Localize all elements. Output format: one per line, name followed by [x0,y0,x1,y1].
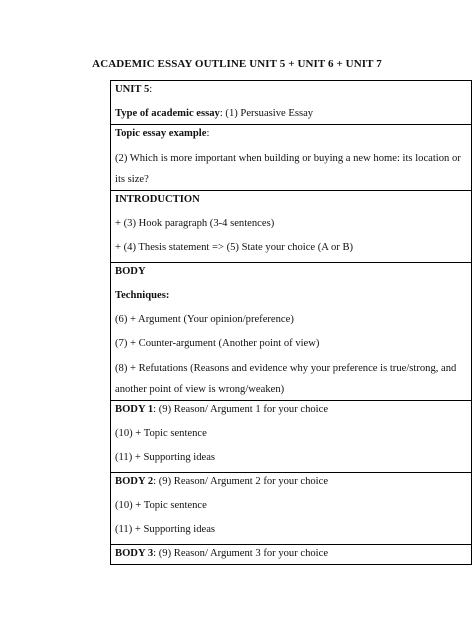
introduction-cell [111,191,471,263]
techniques-label: Techniques: [115,290,170,301]
body-item: (7) + Counter-argument (Another point of view) [115,338,320,349]
body2-label: BODY 2 [115,476,154,487]
outline-table [110,80,472,565]
unit-heading-colon: : [149,84,153,95]
body3-cell [111,545,471,565]
body2-text: : (9) Reason/ Argument 2 for your choice [153,476,329,487]
introduction-heading: INTRODUCTION [115,194,200,205]
body3-label: BODY 3 [115,548,154,559]
body1-item: (10) + Topic sentence [115,428,207,439]
intro-item: + (3) Hook paragraph (3-4 sentences) [115,218,275,229]
body1-item: (11) + Supporting ideas [115,452,216,463]
body3-line [115,548,467,560]
body2-line [115,476,467,488]
unit-heading: UNIT 5 [115,84,150,95]
topic-label: Topic essay example [115,128,207,139]
body2-item: (11) + Supporting ideas [115,524,216,535]
body2-cell [111,473,471,545]
topic-label-colon: : [206,128,210,139]
essay-type-line [115,108,467,120]
essay-type-value: : (1) Persuasive Essay [219,108,314,119]
body-heading: BODY [115,266,146,277]
body1-label: BODY 1 [115,404,154,415]
body1-text: : (9) Reason/ Argument 1 for your choice [153,404,329,415]
page-title: ACADEMIC ESSAY OUTLINE UNIT 5 + UNIT 6 + UNIT 7 [92,58,382,70]
topic-label-line [115,128,467,140]
essay-type-label: Type of academic essay [115,108,220,119]
unit-cell [111,81,471,125]
body1-cell [111,401,471,473]
body3-text: : (9) Reason/ Argument 3 for your choice [153,548,329,559]
body-cell [111,263,471,401]
intro-item: + (4) Thesis statement => (5) State your choice (A or B) [115,242,354,253]
unit-heading-line [115,84,467,96]
topic-cell [111,125,471,191]
body-item: (8) + Refutations (Reasons and evidence why your preference is true/strong, and another point of view is wrong/weaken) [115,363,457,395]
body-item: (6) + Argument (Your opinion/preference) [115,314,294,325]
body1-line [115,404,467,416]
body2-item: (10) + Topic sentence [115,500,207,511]
topic-text: (2) Which is more important when building or buying a new home: its location or its size? [115,153,461,185]
